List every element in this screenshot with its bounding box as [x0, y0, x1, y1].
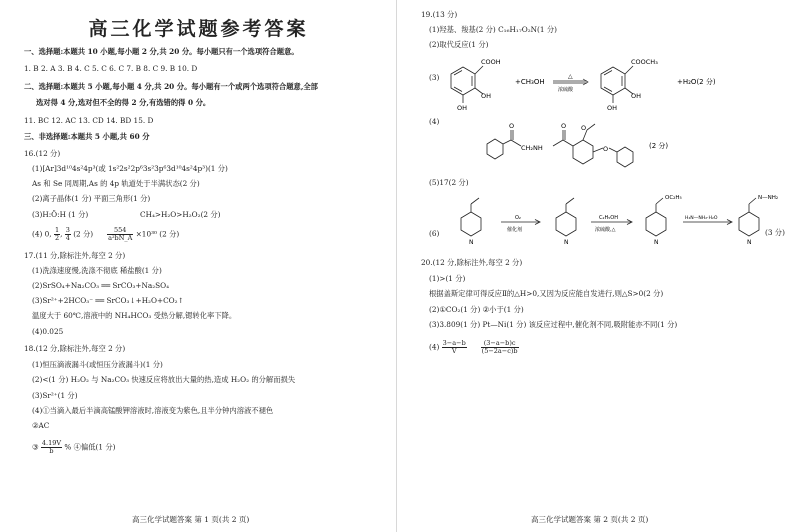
numerator: 3−a−b: [442, 339, 466, 347]
q17-part3-reason: 温度大于 60℃,溶液中的 NH₄HCO₃ 受热分解,锶转化率下降。: [32, 311, 237, 320]
q18-part4: (4)①当滴入最后半滴高锰酸钾溶液时,溶液变为紫色,且半分钟内溶液不褪色: [32, 406, 274, 415]
condition-catalyst: 催化剂: [507, 227, 523, 233]
oh-label: OH: [631, 92, 642, 100]
answer-page-2: [397, 0, 794, 532]
q20-part4: [429, 340, 519, 355]
q19-heading: 19.(13 分): [421, 10, 458, 19]
q18-heading: 18.(12 分,除标注外,每空 2 分): [24, 344, 126, 353]
q16-part4-score: (2 分): [73, 229, 94, 239]
q16-part3-electron-formula: (3)H:Ö:H (1 分): [32, 210, 89, 219]
ethoxy-group: OC₂H₅: [665, 195, 682, 201]
q19-part4-label: (4): [429, 117, 440, 126]
fraction: [41, 440, 62, 455]
q17-part1: (1)洗涤速度慢,洗涤不彻底 稀盐酸(1 分): [32, 266, 162, 275]
ether-o-label: O: [581, 124, 587, 132]
q17-part4: (4)0.025: [32, 327, 64, 336]
oh-label: OH: [607, 104, 618, 112]
benzene-ring-icon: [553, 124, 633, 167]
q19-part4-structure: [469, 116, 729, 172]
ring-n-label: N: [564, 239, 569, 246]
section-1-header: 一、选择题:本题共 10 小题,每小题 2 分,共 20 分。每小题只有一个选项符合题意。: [24, 47, 299, 56]
page-footer: 高三化学试题答案 第 1 页(共 2 页): [132, 515, 250, 524]
oh-label: OH: [481, 92, 492, 100]
numerator: (3−a−b)c: [481, 340, 519, 348]
section-2-answers: 11. BC 12. AC 13. CD 14. BD 15. D: [24, 116, 154, 125]
q19-part6-route: [441, 190, 791, 256]
page-title: 高三化学试题参考答案: [88, 18, 309, 40]
q20-part1: (1)>(1 分): [429, 274, 466, 283]
section-3-header: 三、非选择题:本题共 5 小题,共 60 分: [24, 132, 150, 141]
q18-part2: (2)<(1 分) H₂O₂ 与 Na₂CO₃ 快速反应将放出大量的热,造成 H₂O₂ 的分解而损失: [32, 375, 296, 384]
pyridine-ring-icon: [461, 198, 481, 236]
q16-part3-order: CH₄>H₂O>H₂O₂(2 分): [140, 210, 221, 219]
heat-symbol: △: [568, 73, 573, 80]
ether-o-label: O: [603, 145, 609, 153]
fraction: [107, 227, 133, 242]
q18-part4-c: [32, 440, 115, 455]
q20-part3: (3)3.809(1 分) Pt—Ni(1 分) 该反应过程中,催化剂不同,吸附能亦不同(1 分): [429, 320, 678, 329]
fraction: [54, 227, 60, 242]
denominator: V: [451, 347, 457, 355]
q19-part6-score: (3 分): [765, 228, 785, 237]
q19-part1: (1)羟基、羧基(2 分) C₁₆H₁₇O₂N(1 分): [429, 25, 557, 34]
q20-part2: (2)①CO₂(1 分) ②小于(1 分): [429, 305, 524, 314]
fraction: [65, 227, 71, 242]
pyridine-ring-icon: [556, 198, 576, 236]
amide-o-label: O: [561, 122, 567, 130]
denominator: 4: [65, 234, 70, 242]
q20-heading: 20.(12 分,除标注外,每空 2 分): [421, 258, 523, 267]
q18-part4-b: ②AC: [32, 421, 50, 430]
oh-label: OH: [457, 104, 468, 112]
q17-heading: 17.(11 分,除标注外,每空 2 分): [24, 251, 126, 260]
denominator: (5−2a−c)b: [481, 347, 518, 355]
q16-heading: 16.(12 分): [24, 149, 61, 158]
section-2-header: 二、选择题:本题共 5 小题,每小题 4 分,共 20 分。每小题有一个或两个选项符合题意,全部: [24, 82, 318, 91]
numerator: 554: [107, 227, 133, 235]
ring-n-label: N: [747, 239, 752, 246]
q19-part3-equation: [437, 52, 767, 112]
q20-part4-label: (4): [429, 342, 440, 352]
q19-part3-label: (3): [429, 73, 440, 82]
numerator: 1: [54, 226, 60, 234]
condition-o2: O₂: [515, 215, 521, 221]
ring-n-label: N: [654, 239, 659, 246]
benzene-ring-icon: [451, 66, 483, 103]
condition-ethanol: C₂H₅OH: [599, 215, 618, 221]
benzene-ring-icon: [487, 130, 521, 159]
cooch3-label: COOCH₃: [631, 58, 658, 66]
pyridine-ring-icon: [739, 198, 759, 236]
q18-part4-tail: % ④偏低(1 分): [64, 442, 116, 452]
carbonyl-o-label: O: [509, 122, 515, 130]
ch2nh-label: CH₂NH: [521, 144, 543, 152]
section-2-header-cont: 选对得 4 分,选对但不全的得 2 分,有选错的得 0 分。: [36, 98, 211, 107]
fraction: [481, 340, 519, 355]
hydrazide-group: N—NH₂: [758, 195, 779, 201]
page-footer: 高三化学试题答案 第 2 页(共 2 页): [531, 515, 649, 524]
section-1-answers: 1. B 2. A 3. B 4. C 5. C 6. C 7. B 8. C 9. B 10. D: [24, 64, 198, 73]
fraction: [442, 340, 467, 355]
circled-3: ③: [32, 442, 39, 452]
condition-sulfuric-heat: 浓硫酸,△: [595, 227, 616, 233]
q16-part1-reason: As 和 Se 同周期,As 的 4p 轨道处于半满状态(2 分): [32, 179, 200, 188]
q18-part3: (3)Sr²⁺(1 分): [32, 391, 78, 400]
denominator: 2: [54, 234, 60, 242]
q19-part6-label: (6): [429, 229, 440, 238]
numerator: 4.19V: [41, 439, 62, 447]
q19-part2: (2)取代反应(1 分): [429, 40, 489, 49]
q19-part5: (5)17(2 分): [429, 178, 469, 187]
q18-part1: (1)恒压滴液漏斗(或恒压分液漏斗)(1 分): [32, 360, 163, 369]
numerator: 3: [65, 226, 70, 234]
methanol-reagent: +CH₃OH: [515, 78, 545, 86]
q16-part2: (2)离子晶体(1 分) 平面三角形(1 分): [32, 194, 151, 203]
q17-part2: (2)SrSO₄+Na₂CO₃ ══ SrCO₃+Na₂SO₄: [32, 281, 170, 290]
q19-part4-score: (2 分): [649, 142, 669, 150]
q17-part3: (3)Sr²⁺+2HCO₃⁻ ══ SrCO₃↓+H₂O+CO₂↑: [32, 296, 184, 305]
q16-part4-density: ×10³⁰ (2 分): [135, 229, 180, 239]
ring-n-label: N: [469, 239, 474, 246]
condition-hydrazine: H₂N—NH₂·H₂O: [685, 216, 718, 221]
cooh-label: COOH: [481, 58, 501, 66]
denominator: a²bN_A: [108, 234, 133, 242]
q20-part1-reason: 根据盖斯定律可得反应Ⅱ的△H>0,又因为反应能自发进行,则△S>0(2 分): [429, 289, 664, 298]
water-product: +H₂O(2 分): [677, 78, 716, 86]
q16-part4-prefix: (4) 0,: [32, 229, 52, 239]
q16-part4: (4) 0, $\frac{1}{2}$ , $\frac{3}{4}$ (2 分) $\frac{554}{\text{a²bN\_A}}$ ×10³⁰ (2 分): [32, 226, 180, 242]
pyridine-ring-icon: [646, 198, 666, 236]
benzene-ring-icon: [601, 66, 633, 103]
condition-sulfuric-acid: 浓硫酸: [558, 87, 574, 93]
denominator: b: [49, 447, 54, 455]
q16-part1: (1)[Ar]3d¹⁰4s²4p³(或 1s²2s²2p⁶3s²3p⁶3d¹⁰4s²4p³)(1 分): [32, 164, 228, 173]
